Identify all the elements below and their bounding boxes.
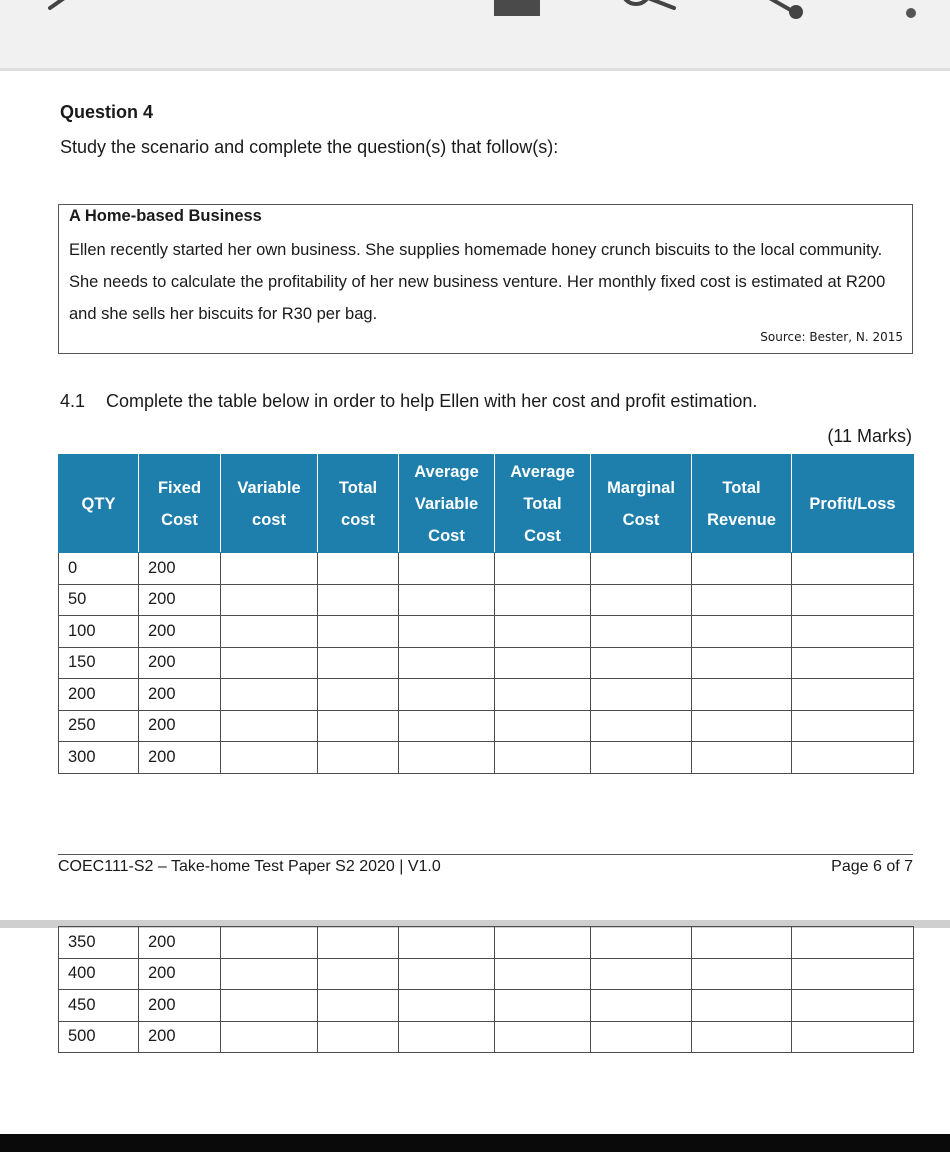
blank-answer-cell[interactable] (495, 990, 591, 1022)
blank-answer-cell[interactable] (221, 958, 318, 990)
blank-answer-cell[interactable] (221, 679, 318, 711)
blank-answer-cell[interactable] (692, 553, 792, 585)
table-row (59, 990, 914, 1022)
blank-answer-cell[interactable] (792, 1021, 914, 1053)
blank-answer-cell[interactable] (792, 990, 914, 1022)
column-header-text: Total (722, 478, 761, 497)
blank-answer-cell[interactable] (399, 647, 495, 679)
blank-answer-cell[interactable] (318, 958, 399, 990)
fixed-cost-cell: 200 (139, 927, 221, 959)
fixed-cost-cell: 200 (139, 553, 221, 585)
table-row (59, 1021, 914, 1053)
blank-answer-cell[interactable] (495, 584, 591, 616)
blank-answer-cell[interactable] (318, 553, 399, 585)
qty-cell: 50 (59, 584, 139, 616)
blank-answer-cell[interactable] (318, 990, 399, 1022)
blank-answer-cell[interactable] (399, 990, 495, 1022)
blank-answer-cell[interactable] (495, 927, 591, 959)
blank-answer-cell[interactable] (399, 958, 495, 990)
blank-answer-cell[interactable] (399, 584, 495, 616)
blank-answer-cell[interactable] (692, 742, 792, 774)
fixed-cost-cell: 200 (139, 1021, 221, 1053)
column-header-text: Revenue (707, 510, 776, 529)
blank-answer-cell[interactable] (591, 990, 692, 1022)
blank-answer-cell[interactable] (221, 990, 318, 1022)
column-header-text: Total (523, 494, 562, 513)
blank-answer-cell[interactable] (792, 679, 914, 711)
blank-answer-cell[interactable] (221, 584, 318, 616)
table-header-row (59, 455, 914, 553)
blank-answer-cell[interactable] (318, 679, 399, 711)
column-header (792, 455, 914, 553)
table-row (59, 647, 914, 679)
blank-answer-cell[interactable] (495, 742, 591, 774)
blank-answer-cell[interactable] (591, 710, 692, 742)
cost-table (58, 454, 914, 774)
blank-answer-cell[interactable] (692, 1021, 792, 1053)
qty-cell: 200 (59, 679, 139, 711)
footer-page-number: Page 6 of 7 (831, 858, 913, 875)
column-header-text: Profit/Loss (809, 494, 896, 513)
document-page-6 (0, 71, 950, 923)
blank-answer-cell[interactable] (318, 584, 399, 616)
back-arrow-icon[interactable] (40, 0, 74, 20)
blank-answer-cell[interactable] (495, 1021, 591, 1053)
cost-table-continued (58, 926, 914, 1053)
blank-answer-cell[interactable] (318, 927, 399, 959)
table-row (59, 742, 914, 774)
column-header-text: Cost (161, 510, 198, 529)
page-view-icon[interactable] (494, 0, 540, 16)
more-options-icon[interactable] (906, 8, 916, 18)
blank-answer-cell[interactable] (591, 584, 692, 616)
column-header-text: Total (338, 478, 378, 497)
column-header (59, 455, 139, 553)
column-header-text: cost (252, 510, 286, 529)
blank-answer-cell[interactable] (221, 1021, 318, 1053)
blank-answer-cell[interactable] (495, 616, 591, 648)
qty-cell: 300 (59, 742, 139, 774)
blank-answer-cell[interactable] (692, 647, 792, 679)
blank-answer-cell[interactable] (591, 927, 692, 959)
blank-answer-cell[interactable] (399, 1021, 495, 1053)
search-icon[interactable] (614, 0, 684, 20)
table-row (59, 584, 914, 616)
blank-answer-cell[interactable] (792, 742, 914, 774)
column-header-text: Variable (414, 494, 479, 513)
blank-answer-cell[interactable] (692, 616, 792, 648)
qty-cell: 350 (59, 927, 139, 959)
blank-answer-cell[interactable] (591, 958, 692, 990)
column-header-text: Fixed (157, 478, 202, 497)
blank-answer-cell[interactable] (318, 710, 399, 742)
table-row (59, 553, 914, 585)
blank-answer-cell[interactable] (221, 616, 318, 648)
blank-answer-cell[interactable] (591, 647, 692, 679)
column-header-text: Variable (237, 478, 301, 497)
blank-answer-cell[interactable] (792, 958, 914, 990)
column-header (591, 455, 692, 553)
blank-answer-cell[interactable] (318, 647, 399, 679)
column-header (139, 455, 221, 553)
table-row (59, 958, 914, 990)
table-row (59, 927, 914, 959)
footer-doc-title: COEC111-S2 – Take-home Test Paper S2 2020 | V1.0 (58, 858, 441, 875)
blank-answer-cell[interactable] (692, 584, 792, 616)
blank-answer-cell[interactable] (692, 679, 792, 711)
fixed-cost-cell: 200 (139, 584, 221, 616)
column-header (221, 455, 318, 553)
column-header-text: Average (414, 462, 479, 481)
blank-answer-cell[interactable] (495, 710, 591, 742)
blank-answer-cell[interactable] (318, 616, 399, 648)
table-row (59, 679, 914, 711)
blank-answer-cell[interactable] (792, 584, 914, 616)
scenario-title: A Home-based Business (69, 207, 262, 225)
blank-answer-cell[interactable] (495, 553, 591, 585)
qty-cell: 150 (59, 647, 139, 679)
blank-answer-cell[interactable] (591, 679, 692, 711)
qty-cell: 250 (59, 710, 139, 742)
blank-answer-cell[interactable] (792, 647, 914, 679)
column-header (399, 455, 495, 553)
scenario-body: Ellen recently started her own business. She supplies homemade honey crunch biscuits to the local community. She needs to calculate the profitability of her new business venture. Her monthly fixed cost is estimated at R200 and she sells her biscuits for R30 per bag. (69, 241, 886, 323)
fixed-cost-cell: 200 (139, 710, 221, 742)
blank-answer-cell[interactable] (692, 958, 792, 990)
column-header-text: QTY (81, 494, 116, 513)
fixed-cost-cell: 200 (139, 616, 221, 648)
blank-answer-cell[interactable] (591, 1021, 692, 1053)
scenario-box (58, 204, 913, 354)
column-header (495, 455, 591, 553)
blank-answer-cell[interactable] (495, 679, 591, 711)
fixed-cost-cell: 200 (139, 742, 221, 774)
marks-label: (11 Marks) (827, 426, 912, 446)
blank-answer-cell[interactable] (399, 710, 495, 742)
fixed-cost-cell: 200 (139, 679, 221, 711)
sub-question-4-1 (60, 391, 757, 412)
blank-answer-cell[interactable] (399, 927, 495, 959)
footer-rule (58, 854, 913, 855)
blank-answer-cell[interactable] (221, 742, 318, 774)
fixed-cost-cell: 200 (139, 958, 221, 990)
blank-answer-cell[interactable] (692, 927, 792, 959)
blank-answer-cell[interactable] (792, 616, 914, 648)
blank-answer-cell[interactable] (792, 553, 914, 585)
share-icon[interactable] (762, 0, 810, 22)
blank-answer-cell[interactable] (221, 710, 318, 742)
blank-answer-cell[interactable] (495, 958, 591, 990)
blank-answer-cell[interactable] (221, 553, 318, 585)
fixed-cost-cell: 200 (139, 990, 221, 1022)
blank-answer-cell[interactable] (221, 927, 318, 959)
blank-answer-cell[interactable] (399, 553, 495, 585)
column-header (692, 455, 792, 553)
column-header-text: Cost (524, 526, 561, 545)
blank-answer-cell[interactable] (591, 553, 692, 585)
sub-question-number: 4.1 (60, 391, 86, 411)
blank-answer-cell[interactable] (399, 679, 495, 711)
blank-answer-cell[interactable] (399, 616, 495, 648)
sub-question-text: Complete the table below in order to help Ellen with her cost and profit estimation. (106, 391, 758, 411)
blank-answer-cell[interactable] (591, 616, 692, 648)
blank-answer-cell[interactable] (792, 710, 914, 742)
table-row (59, 710, 914, 742)
blank-answer-cell[interactable] (495, 647, 591, 679)
table-row (59, 616, 914, 648)
column-header-text: Average (510, 462, 575, 481)
column-header-text: cost (341, 510, 375, 529)
viewer-toolbar (0, 0, 950, 71)
system-nav-bar (0, 1134, 950, 1152)
qty-cell: 400 (59, 958, 139, 990)
scenario-source: Source: Bester, N. 2015 (760, 330, 903, 344)
blank-answer-cell[interactable] (591, 742, 692, 774)
blank-answer-cell[interactable] (792, 927, 914, 959)
qty-cell: 450 (59, 990, 139, 1022)
fixed-cost-cell: 200 (139, 647, 221, 679)
blank-answer-cell[interactable] (318, 1021, 399, 1053)
question-instruction: Study the scenario and complete the question(s) that follow(s): (60, 137, 559, 157)
blank-answer-cell[interactable] (318, 742, 399, 774)
blank-answer-cell[interactable] (692, 710, 792, 742)
blank-answer-cell[interactable] (221, 647, 318, 679)
column-header-text: Marginal (607, 478, 675, 497)
blank-answer-cell[interactable] (399, 742, 495, 774)
qty-cell: 0 (59, 553, 139, 585)
column-header (318, 455, 399, 553)
question-title: Question 4 (60, 102, 154, 122)
blank-answer-cell[interactable] (692, 990, 792, 1022)
column-header-text: Cost (428, 526, 465, 545)
column-header-text: Cost (622, 510, 660, 529)
qty-cell: 500 (59, 1021, 139, 1053)
qty-cell: 100 (59, 616, 139, 648)
